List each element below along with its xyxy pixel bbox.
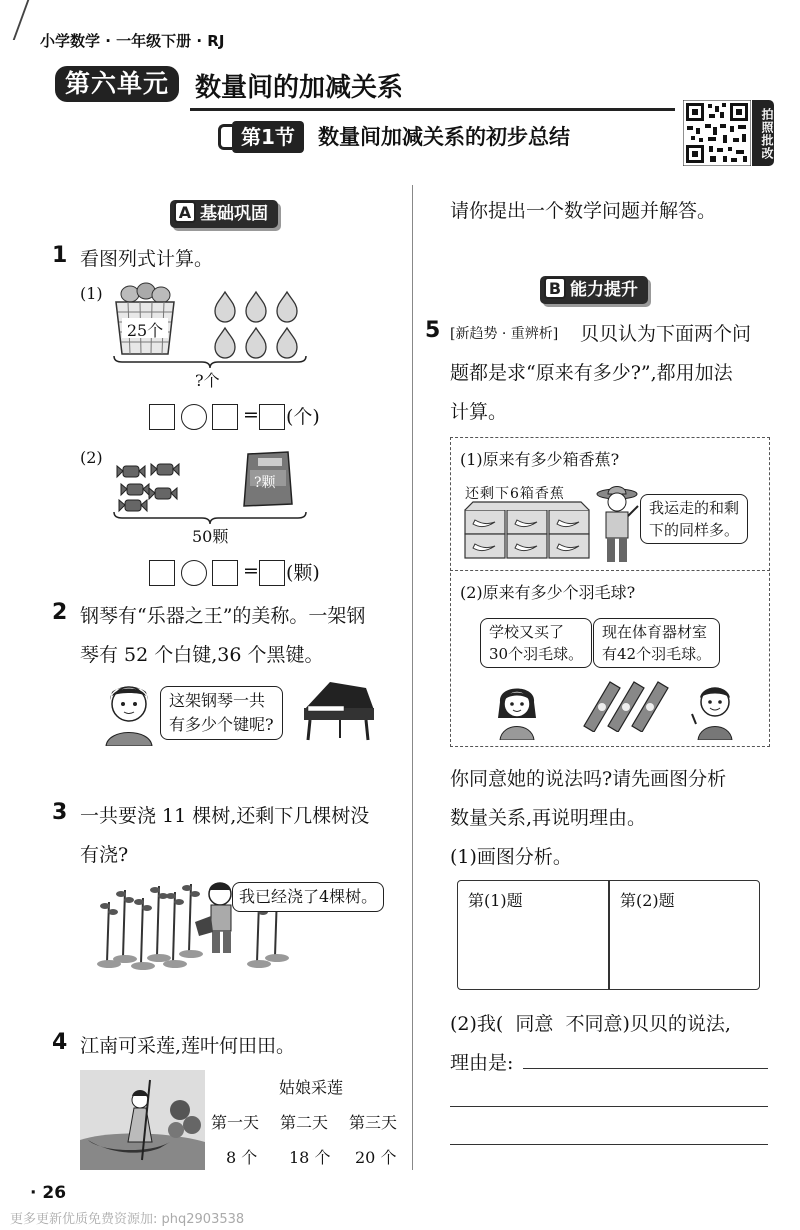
q5-frame-divider <box>450 570 770 571</box>
brace-label-1: ?个 <box>195 371 220 390</box>
q5-sub1: (1)画图分析。 <box>450 846 572 868</box>
q4-prompt: 请你提出一个数学问题并解答。 <box>450 200 717 222</box>
q5-p2-bubble-2 <box>593 618 720 668</box>
section-b-title: 能力提升 <box>570 280 638 300</box>
section-a-title: 基础巩固 <box>200 204 268 224</box>
q4-number: 4 <box>52 1030 68 1055</box>
unit-badge: 第六单元 <box>55 66 179 102</box>
q1-text: 看图列式计算。 <box>80 248 214 270</box>
q5-line1: 贝贝认为下面两个问 <box>580 323 752 345</box>
q1-number: 1 <box>52 243 68 268</box>
analysis-table-divider <box>608 880 610 990</box>
section-badge: 第1节 <box>232 121 304 153</box>
unit-title: 数量间的加减关系 <box>195 73 404 103</box>
q4-text: 江南可采莲,莲叶何田田。 <box>80 1035 296 1057</box>
q5-tag: [新趋势 · 重辨析] <box>450 326 559 342</box>
q5-line3: 计算。 <box>450 401 508 423</box>
equals-sign: = <box>243 560 259 582</box>
answer-box[interactable] <box>259 404 285 430</box>
analysis-col-1: 第(1)题 <box>468 891 523 910</box>
answer-line[interactable] <box>523 1068 768 1069</box>
page-number: · 26 <box>30 1183 67 1203</box>
q2-bubble-line1: 这架钢琴一共 <box>169 691 266 710</box>
unit-label-1: (个) <box>286 406 320 428</box>
q4-count-3: 20 个 <box>355 1148 397 1167</box>
corner-line <box>13 0 30 40</box>
operator-circle[interactable] <box>181 560 207 586</box>
section-hook <box>218 124 232 150</box>
q3-line2: 有浇? <box>80 844 129 866</box>
analysis-col-2: 第(2)题 <box>620 891 675 910</box>
operator-circle[interactable] <box>181 404 207 430</box>
q3-bubble-text: 我已经浇了4棵树。 <box>239 887 378 906</box>
q4-day-2: 第二天 <box>280 1113 329 1132</box>
unit-label-2: (颗) <box>286 562 320 584</box>
boy-icon <box>690 678 740 740</box>
answer-box[interactable] <box>212 560 238 586</box>
q5-p1-bubble-line1: 我运走的和剩 <box>649 499 740 517</box>
equals-sign: = <box>243 404 259 426</box>
answer-box[interactable] <box>259 560 285 586</box>
q3-line1: 一共要浇 11 棵树,还剩下几棵树没 <box>80 805 370 827</box>
column-divider <box>412 185 413 1170</box>
title-rule <box>190 108 675 111</box>
boy-icon <box>100 678 158 746</box>
qr-label: 拍照批改 <box>752 100 774 166</box>
q1-part1-label: (1) <box>80 284 103 303</box>
candies-icon <box>115 462 187 514</box>
q5-p1-label: 还剩下6箱香蕉 <box>465 486 565 502</box>
q4-day-1: 第一天 <box>211 1113 260 1132</box>
answer-box[interactable] <box>149 560 175 586</box>
answer-line[interactable] <box>450 1144 768 1145</box>
q3-speech-bubble <box>232 882 384 912</box>
q2-line1: 钢琴有“乐器之王”的美称。一架钢 <box>80 605 366 627</box>
bag-label: ?颗 <box>254 475 276 491</box>
q5-p2-bubble2-line2: 有42个羽毛球。 <box>602 645 712 663</box>
q3-number: 3 <box>52 800 68 825</box>
banana-boxes-icon <box>463 500 591 562</box>
piano-icon <box>300 680 380 742</box>
answer-box[interactable] <box>212 404 238 430</box>
lotus-girl-icon <box>80 1070 205 1170</box>
q4-count-2: 18 个 <box>289 1148 331 1167</box>
q5-p2-bubble2-line1: 现在体育器材室 <box>602 623 708 641</box>
q5-p2-title: (2)原来有多少个羽毛球? <box>460 583 636 602</box>
q5-sub2: (2)我( 同意 不同意)贝贝的说法, <box>450 1013 731 1035</box>
section-a-letter: A <box>174 201 196 223</box>
q4-table-title: 姑娘采莲 <box>279 1078 344 1097</box>
section-b-letter: B <box>544 277 566 299</box>
section-title: 数量间加减关系的初步总结 <box>318 125 570 149</box>
q5-reason-label: 理由是: <box>450 1052 514 1074</box>
q4-day-3: 第三天 <box>349 1113 398 1132</box>
q5-p2-bubble1-line2: 30个羽毛球。 <box>489 645 584 663</box>
shuttlecock-tubes-icon <box>578 676 672 732</box>
q5-ask-line2: 数量关系,再说明理由。 <box>450 807 647 829</box>
q2-bubble-line2: 有多少个键呢? <box>169 715 274 734</box>
basket-label: 25个 <box>126 321 164 340</box>
section-b-badge <box>540 276 648 304</box>
book-title: 小学数学 · 一年级下册 · RJ <box>40 32 225 50</box>
q2-speech-bubble <box>160 686 283 740</box>
q5-line2: 题都是求“原来有多少?”,都用加法 <box>450 362 733 384</box>
q5-p1-bubble <box>640 494 748 544</box>
q4-count-1: 8 个 <box>226 1148 258 1167</box>
qr-code-icon[interactable] <box>683 100 751 166</box>
pears-icon <box>210 288 305 360</box>
q5-p2-bubble-1 <box>480 618 592 668</box>
q5-ask-line1: 你同意她的说法吗?请先画图分析 <box>450 768 727 790</box>
section-a-badge <box>170 200 278 228</box>
q1-part2-label: (2) <box>80 448 103 467</box>
footer-note: 更多更新优质免费资源加: phq2903538 <box>10 1212 245 1227</box>
q2-number: 2 <box>52 600 68 625</box>
girl-icon <box>492 678 542 740</box>
farmer-icon <box>594 482 640 564</box>
q5-number: 5 <box>425 318 441 343</box>
brace-label-2: 50颗 <box>192 527 229 546</box>
q5-p1-title: (1)原来有多少箱香蕉? <box>460 450 620 469</box>
q5-p2-bubble1-line1: 学校又买了 <box>489 623 565 641</box>
answer-box[interactable] <box>149 404 175 430</box>
q2-line2: 琴有 52 个白键,36 个黑键。 <box>80 644 324 666</box>
answer-line[interactable] <box>450 1106 768 1107</box>
q5-p1-bubble-line2: 下的同样多。 <box>649 521 740 539</box>
